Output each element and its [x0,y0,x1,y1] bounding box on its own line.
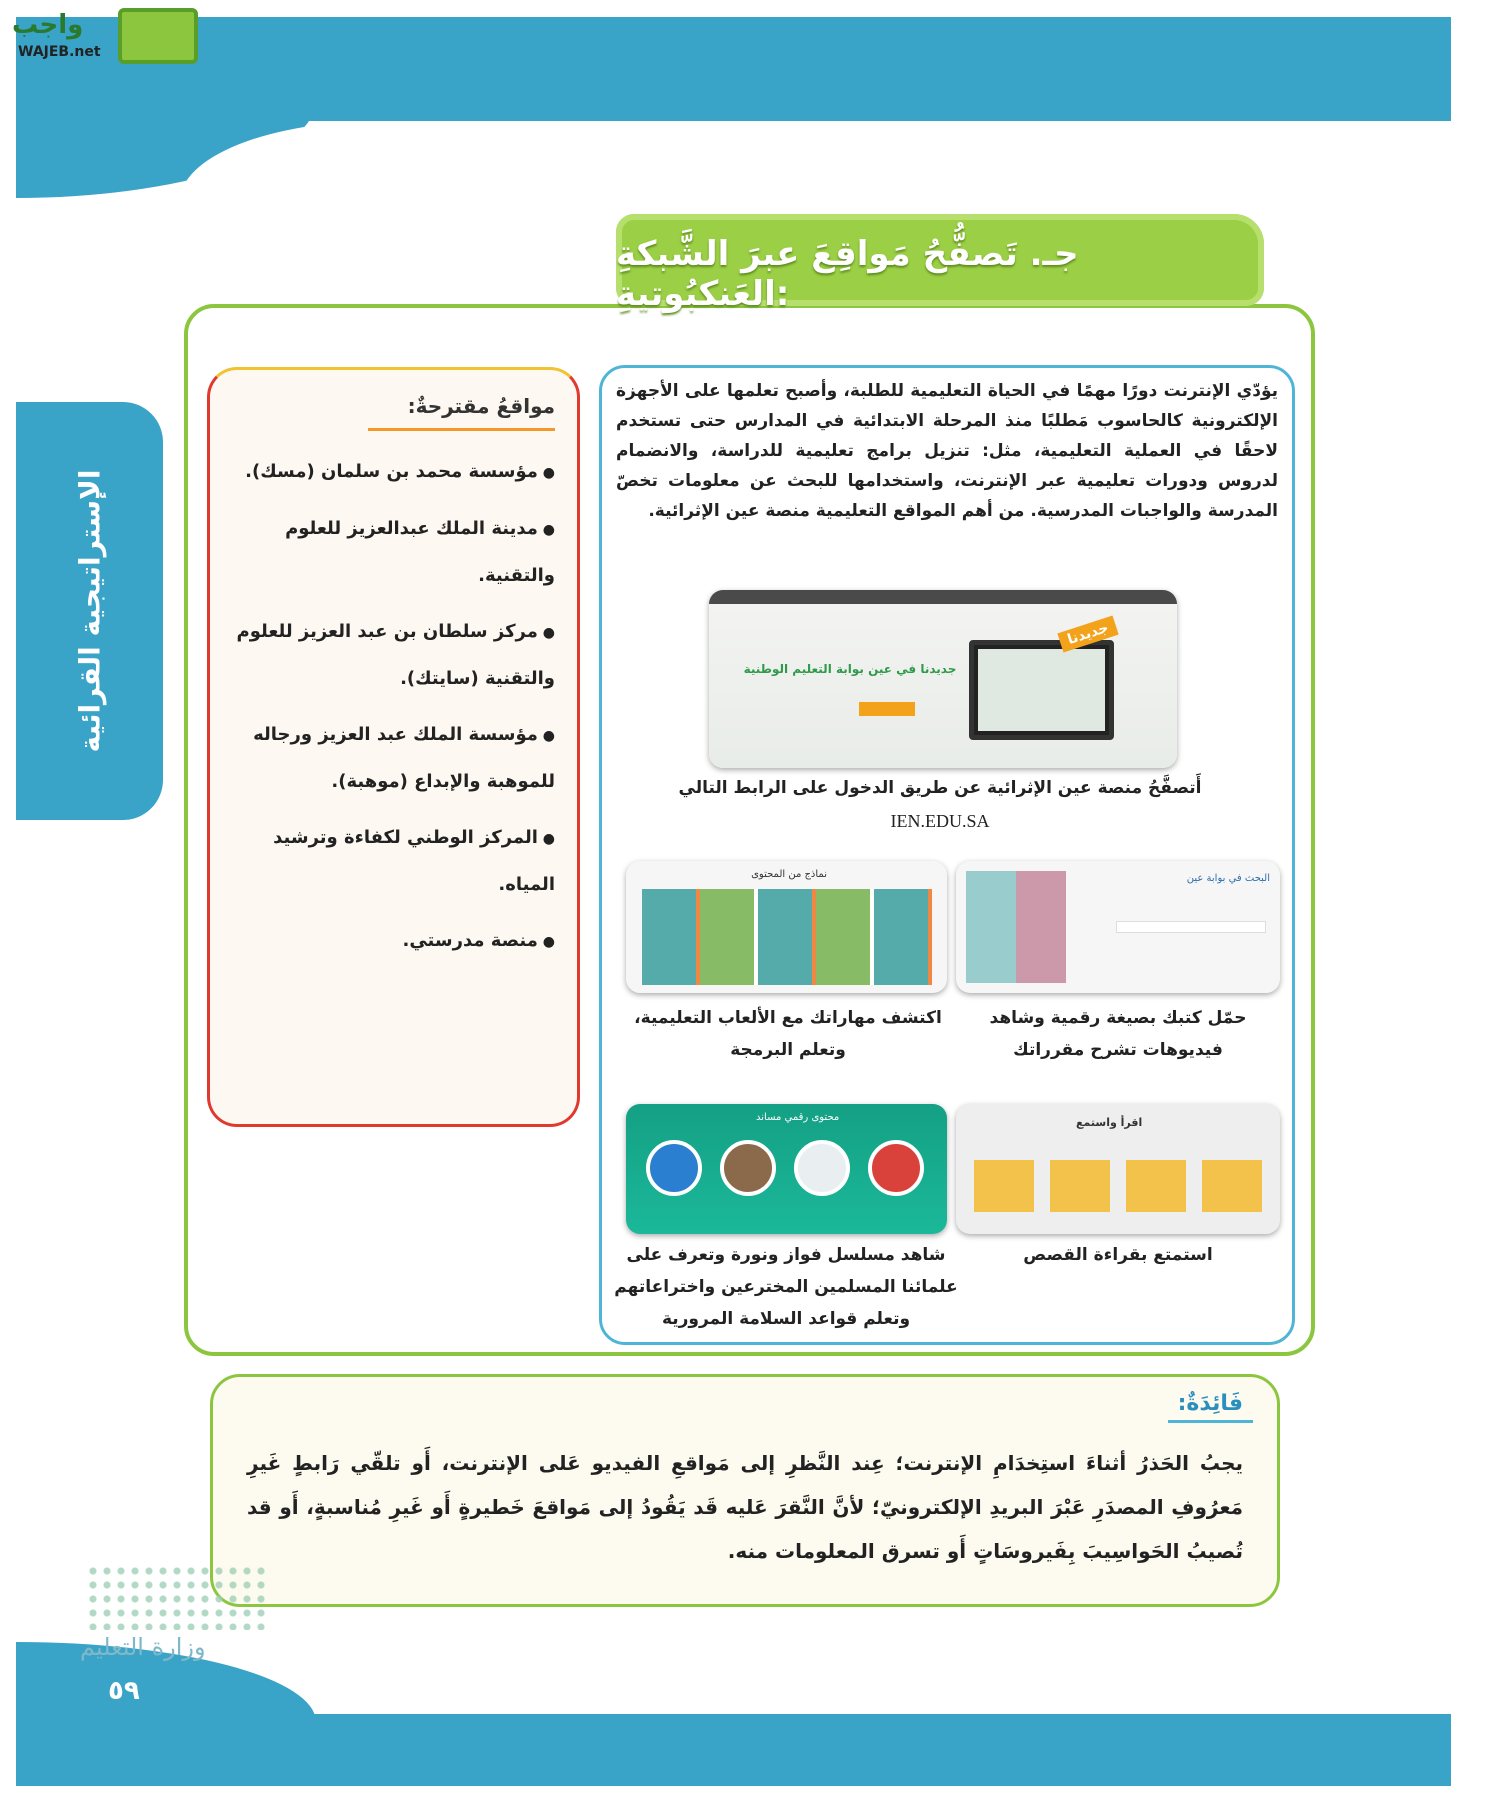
list-item: ● منصة مدرستي. [232,918,555,965]
section-title-tab [616,214,1264,314]
suggested-sites-box [207,367,580,1127]
card-games-image [626,861,947,993]
list-item: ● مؤسسة الملك عبد العزيز ورجاله للموهبة والإبداع (موهبة). [232,712,555,805]
section-title: جـ. تَصفُّحُ مَواقِعَ عبرَ الشَّبكةِ العَنكبُوتيةِ: [616,234,1079,314]
card-label: اقرأ واستمع [1076,1116,1143,1129]
suggested-heading: مواقعُ مقترحةٌ: [368,394,555,431]
ien-link[interactable]: IEN.EDU.SA [890,811,990,831]
side-tab [16,402,163,820]
card-caption: شاهد مسلسل فواز ونورة وتعرف على علمائنا المسلمين المخترعين واختراعاتهم وتعلم قواعد السلامة المرورية [614,1245,958,1329]
banner-cutout [180,121,1451,221]
new-badge: جديدنا [1057,616,1118,653]
benefit-text: يجبُ الحَذرُ أثناءَ استِخدَامِ الإنترنت؛ عِند النَّظرِ إلى مَواقعِ الفيديو عَلى الإنترنت، أَو تلقّي رَابطٍ غَيرِ مَعرُوفِ المصدَرِ عَبْرَ البريدِ الإلكترونيّ؛ لأنَّ النَّقرَ عَليه قَد يَقُودُ إلى مَواقعَ خَطيرةٍ أَو غَيرِ مُناسبةٍ، أَو قد تُصيبُ الحَواسِيبَ بِفَيروسَاتٍ أَو تسرق المعلومات منه. [247,1451,1243,1563]
card-series-image [626,1104,947,1234]
list-item: ● المركز الوطني لكفاءة وترشيد المياه. [232,815,555,908]
card-books-image [956,861,1280,993]
book-icon [118,8,198,64]
list-item: ● مدينة الملك عبدالعزيز للعلوم والتقنية. [232,506,555,599]
card-label: محتوى رقمي مساند [756,1112,840,1123]
benefit-heading: فَائِدَةٌ: [1168,1387,1253,1423]
ministry-name: وزارة التعليم [80,1633,206,1661]
bottom-band [16,1714,1451,1786]
card-label: البحث في بوابة عين [1186,873,1270,884]
benefit-box [210,1374,1280,1607]
list-item: ● مركز سلطان بن عبد العزيز للعلوم والتقنية (سايتك). [232,609,555,702]
card-caption: حمّل كتبك بصيغة رقمية وشاهد فيديوهات تشرح مقرراتك [989,1008,1247,1060]
logo-text: واجب [12,10,84,40]
intro-paragraph: يؤدّي الإنترنت دورًا مهمًا في الحياة التعليمية للطلبة، وأصبح تعلمها على الأجهزة الإلكترونية كالحاسوب مَطلبًا منذ المرحلة الابتدائية في المدارس حتى تستخدم لاحقًا في العملية التعليمية، مثل: تنزيل برامج تعليمية للدراسة، والانضمام لدروس ودورات تعليمية عبر الإنترنت، واستخدامها للبحث عن معلومات تخصّ المدرسة والواجبات المدرسية. من أهم المواقع التعليمية منصة عين الإثرائية. [616,381,1278,521]
logo-sub: WAJEB.net [18,44,101,60]
card-caption: اكتشف مهاراتك مع الألعاب التعليمية، وتعلم البرمجة [634,1008,942,1060]
ministry-logo [80,1560,270,1672]
card-stories-image [956,1104,1280,1234]
page-number: ٥٩ [108,1676,140,1706]
side-tab-label: الإستراتيجية القرائية [73,469,106,753]
wajeb-logo [10,6,190,66]
card-caption: استمتع بقراءة القصص [1023,1245,1213,1265]
main-caption: أَتصفَّحُ منصة عين الإثرائية عن طريق الدخول على الرابط التالي [678,778,1202,798]
list-item: ● مؤسسة محمد بن سلمان (مسك). [232,449,555,496]
ien-portal-screenshot [709,590,1177,768]
screenshot-headline: جديدنا في عين بوابة التعليم الوطنية [743,662,957,676]
card-label: نماذج من المحتوى [751,869,827,880]
